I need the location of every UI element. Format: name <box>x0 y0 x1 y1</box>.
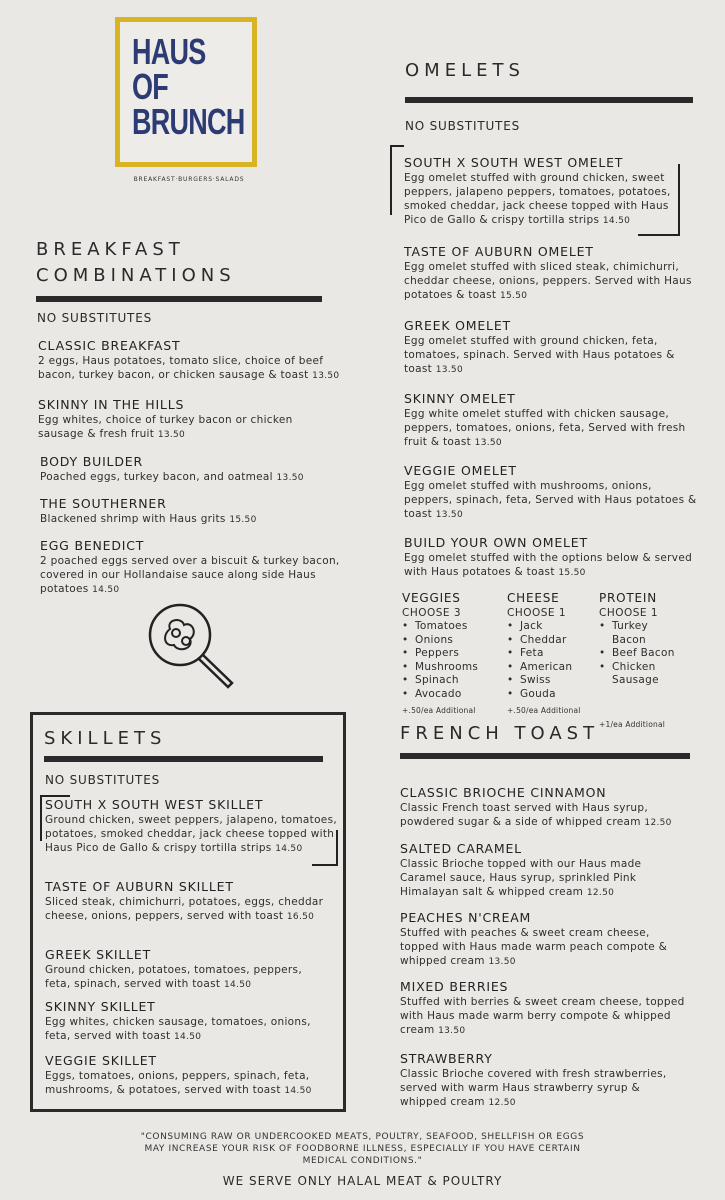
omelet-item <box>404 463 699 522</box>
item-desc: Classic Brioche covered with fresh strawberries, served with warm Haus strawberry syrup & whipped cream <box>400 1068 667 1108</box>
list-item: • Chicken Sausage <box>599 661 684 688</box>
list-item: • Mushrooms <box>402 661 502 675</box>
item-price: 13.50 <box>157 430 186 440</box>
skillet-item <box>45 797 340 856</box>
item-title: GREEK OMELET <box>404 318 511 333</box>
item-title: SKINNY OMELET <box>404 391 516 406</box>
list-item: • Onions <box>402 634 502 648</box>
cheese-column <box>507 591 597 715</box>
list-item: • Cheddar <box>507 634 597 648</box>
protein-list <box>599 620 684 688</box>
breakfast-rule <box>36 296 322 302</box>
item-title: EGG BENEDICT <box>40 538 145 553</box>
item-title: STRAWBERRY <box>400 1051 493 1066</box>
item-title: MIXED BERRIES <box>400 979 509 994</box>
item-desc: Egg whites, chicken sausage, tomatoes, onions, feta, served with toast <box>45 1016 311 1042</box>
item-desc: 2 poached eggs served over a biscuit & turkey bacon, covered in our Hollandaise sauce along side Haus potatoes <box>40 555 340 595</box>
item-price: 15.50 <box>229 515 257 525</box>
logo <box>115 17 257 167</box>
item-desc: Egg white omelet stuffed with chicken sausage, peppers, tomatoes, onions, feta, Served with fresh fruit & toast <box>404 408 686 448</box>
list-item: • Beef Bacon <box>599 647 684 661</box>
item-title: TASTE OF AUBURN OMELET <box>404 244 594 259</box>
item-price: 16.50 <box>286 912 315 922</box>
item-desc: Egg whites, choice of turkey bacon or chicken sausage & fresh fruit <box>38 414 293 440</box>
item-title: BODY BUILDER <box>40 454 143 469</box>
logo-text: HAUS OF BRUNCH <box>132 31 245 142</box>
list-item: • Tomatoes <box>402 620 502 634</box>
item-title: SOUTH X SOUTH WEST SKILLET <box>45 797 264 812</box>
skillet-item <box>45 999 330 1044</box>
skillet-item <box>45 879 330 924</box>
french-toast-title: FRENCH TOAST <box>400 723 600 744</box>
item-price: 13.50 <box>474 438 502 448</box>
additional-note: +.50/ea Additional <box>402 706 476 715</box>
list-item: • American <box>507 661 597 675</box>
item-desc: Egg omelet stuffed with mushrooms, onions, peppers, spinach, feta, Served with Haus potatoes & toast <box>404 480 697 520</box>
item-title: PEACHES N'CREAM <box>400 910 532 925</box>
breakfast-item <box>40 538 358 597</box>
cheese-list <box>507 620 597 701</box>
item-desc: Ground chicken, sweet peppers, jalapeno, tomatoes, potatoes, smoked cheddar, jack cheese topped with Haus Pico de Gallo & crispy tortilla strips <box>45 814 337 854</box>
additional-note: +.50/ea Additional <box>507 706 581 715</box>
skillet-item <box>45 1053 335 1098</box>
french-toast-item <box>400 910 690 969</box>
item-title: THE SOUTHERNER <box>40 496 167 511</box>
list-item: • Avocado <box>402 688 502 702</box>
item-price: 13.50 <box>435 365 463 375</box>
item-title: VEGGIE OMELET <box>404 463 517 478</box>
item-price: 14.50 <box>284 1086 312 1096</box>
item-desc: Stuffed with berries & sweet cream cheese, topped with Haus made warm berry compote & whipped cream <box>400 996 685 1036</box>
column-title: VEGGIES <box>402 591 461 605</box>
column-choose: CHOOSE 1 <box>507 607 567 619</box>
skillets-note: NO SUBSTITUTES <box>45 773 160 787</box>
item-title: TASTE OF AUBURN SKILLET <box>45 879 234 894</box>
breakfast-item <box>40 496 340 527</box>
list-item: • Gouda <box>507 688 597 702</box>
breakfast-item <box>38 397 338 442</box>
breakfast-item <box>40 454 340 485</box>
item-price: 13.50 <box>312 371 340 381</box>
item-price: 13.50 <box>488 957 516 967</box>
item-desc: Eggs, tomatoes, onions, peppers, spinach, feta, mushrooms, & potatoes, served with toast <box>45 1070 310 1096</box>
item-desc: Egg omelet stuffed with the options below & served with Haus potatoes & toast <box>404 552 693 578</box>
list-item: • Turkey Bacon <box>599 620 684 647</box>
skillets-title: SKILLETS <box>44 728 167 749</box>
french-toast-item <box>400 785 695 830</box>
item-price: 15.50 <box>558 568 586 578</box>
protein-column <box>599 591 699 729</box>
skillet-item <box>45 947 330 992</box>
omelet-item <box>404 391 699 450</box>
column-title: PROTEIN <box>599 591 658 605</box>
item-title: CLASSIC BRIOCHE CINNAMON <box>400 785 607 800</box>
item-title: SKINNY IN THE HILLS <box>38 397 185 412</box>
omelet-item <box>404 155 694 228</box>
french-toast-rule <box>400 753 690 759</box>
column-choose: CHOOSE 1 <box>599 607 659 619</box>
item-desc: Poached eggs, turkey bacon, and oatmeal <box>40 471 273 483</box>
item-title: VEGGIE SKILLET <box>45 1053 157 1068</box>
item-title: GREEK SKILLET <box>45 947 152 962</box>
item-price: 14.50 <box>602 216 631 226</box>
frying-pan-egg-icon <box>148 603 240 691</box>
item-desc: Egg omelet stuffed with sliced steak, chimichurri, cheddar cheese, onions, peppers. Served with Haus potatoes & toast <box>404 261 692 301</box>
french-toast-item <box>400 979 705 1038</box>
omelets-title: OMELETS <box>405 60 525 81</box>
omelets-rule <box>405 97 693 103</box>
breakfast-note: NO SUBSTITUTES <box>37 311 152 325</box>
veggies-column <box>402 591 502 715</box>
list-item: • Swiss <box>507 674 597 688</box>
item-desc: 2 eggs, Haus potatoes, tomato slice, choice of beef bacon, turkey bacon, or chicken sausage & toast <box>38 355 324 381</box>
veggies-list <box>402 620 502 701</box>
item-price: 12.50 <box>488 1098 516 1108</box>
foodborne-disclaimer: "CONSUMING RAW OR UNDERCOOKED MEATS, POULTRY, SEAFOOD, SHELLFISH OR EGGS MAY INCREASE YOUR RISK OF FOODBORNE ILLNESS, ESPECIALLY IF YOU HAVE CERTAIN MEDICAL CONDITIONS." <box>140 1132 585 1166</box>
item-price: 15.50 <box>499 291 528 301</box>
item-price: 12.50 <box>644 818 672 828</box>
item-price: 14.50 <box>92 585 120 595</box>
breakfast-title: BREAKFAST COMBINATIONS <box>36 239 236 286</box>
list-item: • Jack <box>507 620 597 634</box>
halal-notice: WE SERVE ONLY HALAL MEAT & POULTRY <box>222 1174 503 1188</box>
column-title: CHEESE <box>507 591 560 605</box>
item-desc: Stuffed with peaches & sweet cream cheese, topped with Haus made warm peach compote & whipped cream <box>400 927 668 967</box>
item-desc: Egg omelet stuffed with ground chicken, feta, tomatoes, spinach. Served with Haus potatoes & toast <box>404 335 675 375</box>
item-price: 12.50 <box>586 888 615 898</box>
item-price: 14.50 <box>223 980 252 990</box>
item-price: 14.50 <box>174 1032 202 1042</box>
item-desc: Sliced steak, chimichurri, potatoes, eggs, cheddar cheese, onions, peppers, served with toast <box>45 896 324 922</box>
list-item: • Spinach <box>402 674 502 688</box>
item-title: SOUTH X SOUTH WEST OMELET <box>404 155 624 170</box>
omelet-item <box>404 535 694 580</box>
breakfast-item <box>38 338 358 383</box>
item-desc: Classic Brioche topped with our Haus made Caramel sauce, Haus syrup, sprinkled Pink Himalayan salt & whipped cream <box>400 858 642 898</box>
skillets-rule <box>44 756 323 762</box>
item-desc: Blackened shrimp with Haus grits <box>40 513 226 525</box>
highlight-bracket <box>390 145 404 215</box>
french-toast-item <box>400 841 690 900</box>
item-price: 13.50 <box>435 510 463 520</box>
item-price: 13.50 <box>276 473 304 483</box>
item-title: SKINNY SKILLET <box>45 999 156 1014</box>
item-desc: Egg omelet stuffed with ground chicken, sweet peppers, jalapeno peppers, tomatoes, potatoes, smoked cheddar, jack cheese topped with Haus Pico de Gallo & crispy tortilla strips <box>404 172 671 226</box>
item-title: SALTED CARAMEL <box>400 841 522 856</box>
logo-tagline: BREAKFAST·BURGERS·SALADS <box>133 176 245 183</box>
french-toast-item <box>400 1051 690 1110</box>
column-choose: CHOOSE 3 <box>402 607 462 619</box>
omelet-item <box>404 244 694 303</box>
item-price: 14.50 <box>275 844 303 854</box>
item-desc: Ground chicken, potatoes, tomatoes, peppers, feta, spinach, served with toast <box>45 964 302 990</box>
omelets-note: NO SUBSTITUTES <box>405 119 520 133</box>
omelet-item <box>404 318 694 377</box>
item-title: CLASSIC BREAKFAST <box>38 338 181 353</box>
additional-note: +1/ea Additional <box>599 719 666 729</box>
list-item: • Peppers <box>402 647 502 661</box>
list-item: • Feta <box>507 647 597 661</box>
item-desc: Classic French toast served with Haus syrup, powdered sugar & a side of whipped cream <box>400 802 648 828</box>
item-title: BUILD YOUR OWN OMELET <box>404 535 588 550</box>
item-price: 13.50 <box>438 1026 466 1036</box>
